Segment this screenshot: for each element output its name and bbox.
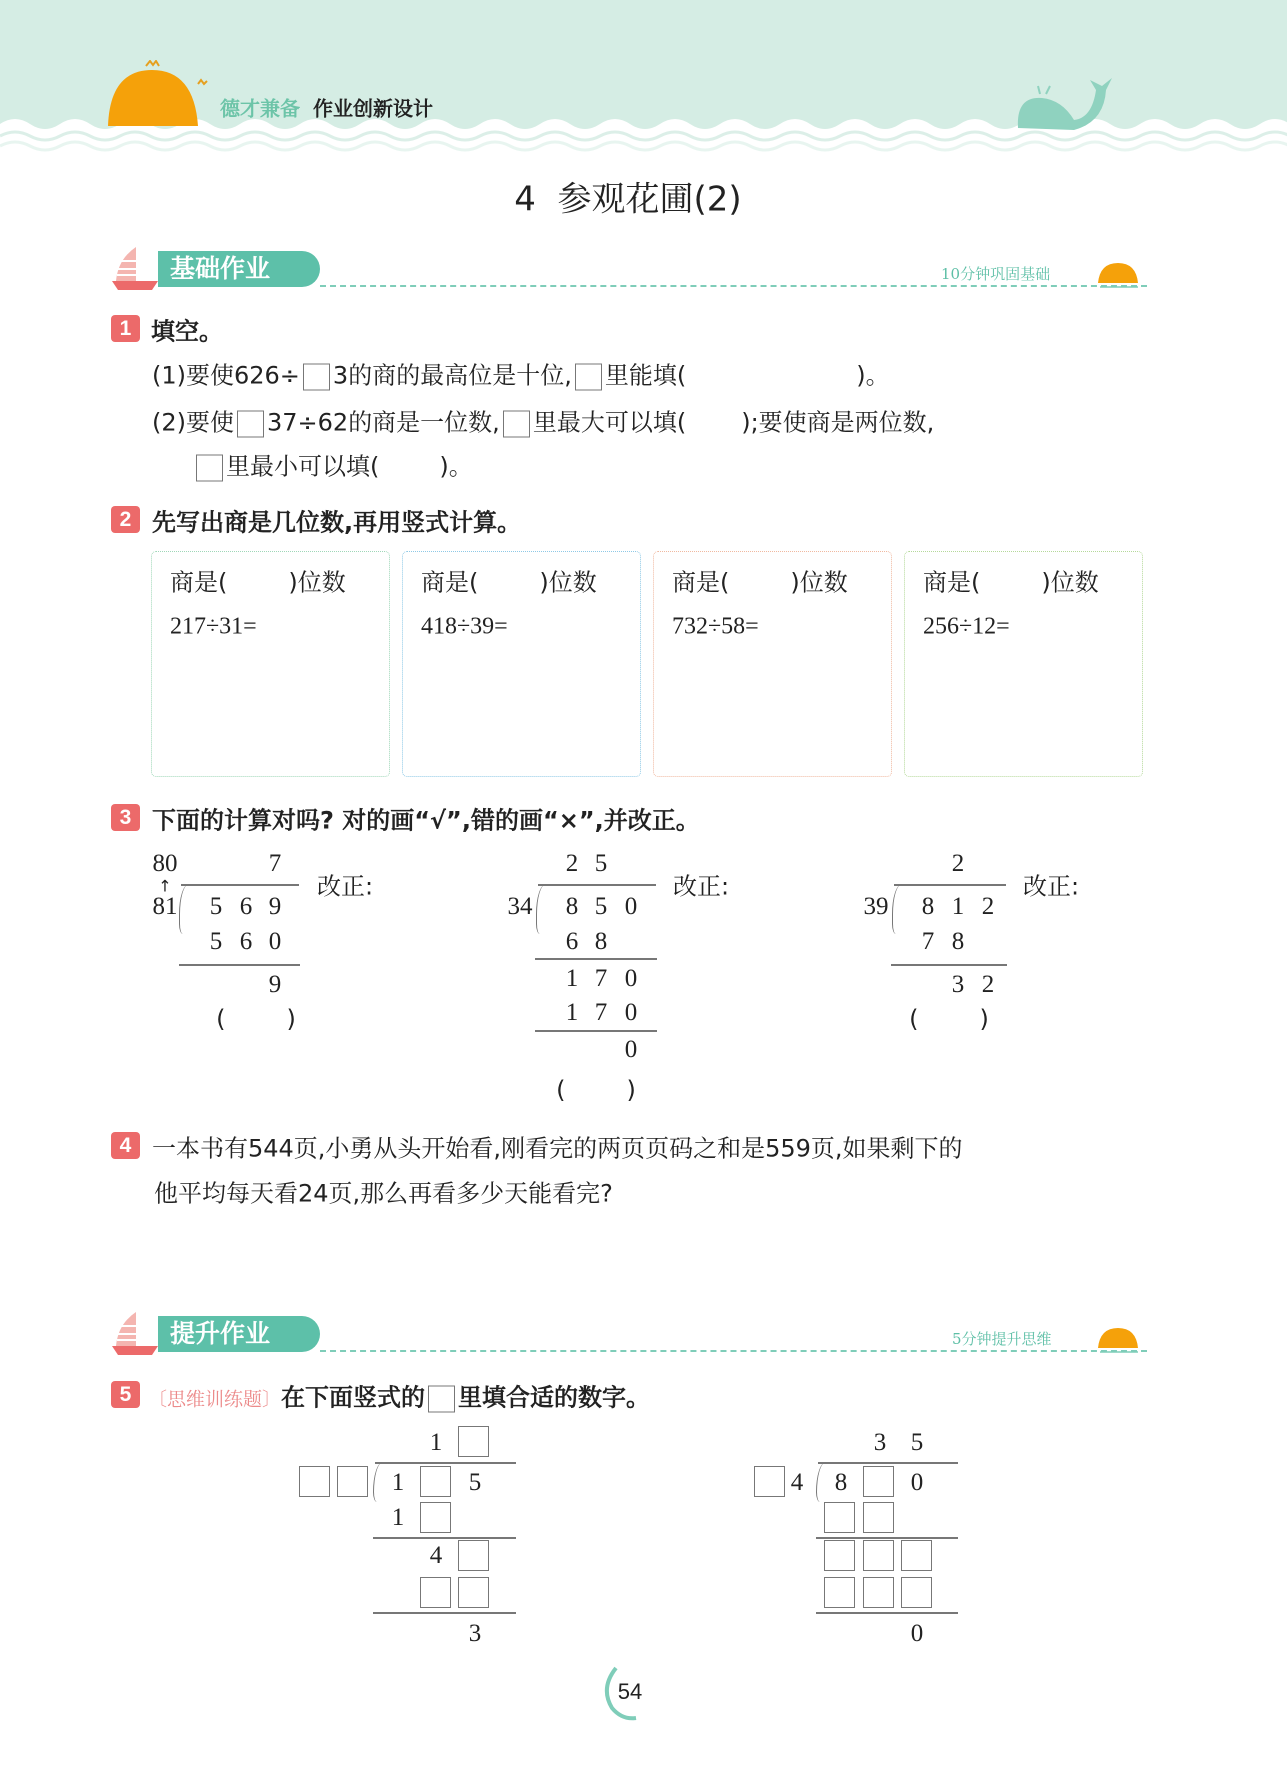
division-line xyxy=(373,1537,516,1539)
digit: 5 xyxy=(910,1429,924,1456)
sailboat-icon xyxy=(112,245,162,291)
quotient-digit: 2 xyxy=(951,850,965,877)
division-line xyxy=(894,884,1006,886)
text: 里最小可以填( xyxy=(226,452,380,481)
answer-box[interactable] xyxy=(420,1466,451,1497)
correction-label: 改正: xyxy=(1023,872,1080,901)
digit: 1 xyxy=(565,965,579,992)
digit: 8 xyxy=(921,893,935,920)
remainder: 9 xyxy=(268,971,282,998)
division-line xyxy=(818,1462,958,1464)
digit: 1 xyxy=(951,893,965,920)
correction-label: 改正: xyxy=(673,872,730,901)
answer-box[interactable] xyxy=(503,410,530,437)
answer-box[interactable] xyxy=(299,1466,330,1497)
digit: 8 xyxy=(594,928,608,955)
division-bracket xyxy=(179,884,189,934)
answer-box[interactable] xyxy=(863,1540,894,1571)
answer-box[interactable] xyxy=(754,1466,785,1497)
division-line xyxy=(816,1537,958,1539)
work-card[interactable] xyxy=(151,551,390,777)
quotient-digit: 2 xyxy=(565,850,579,877)
question-number: 1 xyxy=(111,315,140,342)
answer-box[interactable] xyxy=(196,454,223,481)
question-number: 4 xyxy=(111,1132,140,1159)
answer-paren[interactable]: ( ) xyxy=(556,1076,636,1104)
section-divider xyxy=(320,285,1147,287)
digit: 1 xyxy=(391,1469,405,1496)
digit: 3 xyxy=(873,1429,887,1456)
division-line xyxy=(181,884,299,886)
quotient-digit: 7 xyxy=(268,850,282,877)
answer-box[interactable] xyxy=(458,1577,489,1608)
answer-box[interactable] xyxy=(824,1577,855,1608)
digit: 4 xyxy=(790,1469,804,1496)
arrow-up-icon: ↑ xyxy=(158,876,172,896)
digit: 8 xyxy=(834,1469,848,1496)
text: );要使商是两位数, xyxy=(741,408,935,437)
division-line xyxy=(816,1612,958,1614)
section-advanced-header xyxy=(112,1314,1152,1354)
brand-dark: 作业创新设计 xyxy=(312,96,433,121)
question-title: 先写出商是几位数,再用竖式计算。 xyxy=(152,508,522,537)
section-time: 5分钟提升思维 xyxy=(952,1330,1052,1348)
answer-box[interactable] xyxy=(575,363,602,390)
digit: 8 xyxy=(951,928,965,955)
small-sun-icon xyxy=(1094,255,1144,291)
digit: 2 xyxy=(981,971,995,998)
work-card[interactable] xyxy=(904,551,1143,777)
remainder: 0 xyxy=(624,1036,638,1063)
q1-part2-cont xyxy=(193,447,473,482)
divisor: 81 xyxy=(152,893,178,920)
sun-logo-icon xyxy=(104,60,214,130)
digit: 9 xyxy=(268,893,282,920)
division-bracket xyxy=(536,884,546,934)
card-label: 商是( )位数 xyxy=(672,568,848,597)
answer-box[interactable] xyxy=(420,1502,451,1533)
digit: 8 xyxy=(565,893,579,920)
digit: 4 xyxy=(429,1542,443,1569)
division-bracket xyxy=(892,884,902,934)
digit: 0 xyxy=(624,965,638,992)
answer-box[interactable] xyxy=(863,1577,894,1608)
box-icon xyxy=(428,1385,455,1412)
answer-box[interactable] xyxy=(863,1502,894,1533)
division-bracket xyxy=(816,1462,826,1502)
division-line xyxy=(535,1030,657,1032)
text: 在下面竖式的 xyxy=(281,1383,426,1412)
digit: 5 xyxy=(468,1469,482,1496)
quotient-digit: 5 xyxy=(594,850,608,877)
answer-box[interactable] xyxy=(458,1426,489,1457)
digit: 7 xyxy=(921,928,935,955)
card-expression: 217÷31= xyxy=(170,613,257,640)
division-line xyxy=(535,958,657,960)
question-title: 填空。 xyxy=(151,317,223,346)
answer-box[interactable] xyxy=(420,1577,451,1608)
digit: 5 xyxy=(594,893,608,920)
division-line xyxy=(179,964,300,966)
digit: 5 xyxy=(209,928,223,955)
sailboat-icon xyxy=(112,1310,162,1356)
section-label: 提升作业 xyxy=(158,1316,320,1352)
section-basic-header xyxy=(112,249,1152,289)
work-card[interactable] xyxy=(653,551,892,777)
q4-line1: 一本书有544页,小勇从头开始看,刚看完的两页页码之和是559页,如果剩下的 xyxy=(152,1134,963,1163)
q1-part2 xyxy=(152,403,934,438)
digit: 0 xyxy=(624,999,638,1026)
card-label: 商是( )位数 xyxy=(170,568,346,597)
division-line xyxy=(891,964,1007,966)
answer-box[interactable] xyxy=(458,1540,489,1571)
division-line xyxy=(375,1462,516,1464)
digit: 0 xyxy=(910,1620,924,1647)
digit: 1 xyxy=(565,999,579,1026)
digit: 80 xyxy=(152,850,178,877)
digit: 1 xyxy=(391,1504,405,1531)
divisor: 39 xyxy=(863,893,889,920)
digit: 3 xyxy=(468,1620,482,1647)
card-expression: 732÷58= xyxy=(672,613,759,640)
digit: 2 xyxy=(981,893,995,920)
text: )。 xyxy=(856,361,890,390)
correction-label: 改正: xyxy=(317,872,374,901)
text: 里能填( xyxy=(604,361,687,390)
digit: 0 xyxy=(624,893,638,920)
question-number: 2 xyxy=(111,506,140,533)
digit: 1 xyxy=(429,1429,443,1456)
answer-box[interactable] xyxy=(824,1502,855,1533)
brand-green: 德才兼备 xyxy=(220,96,300,121)
answer-box[interactable] xyxy=(337,1466,368,1497)
digit: 6 xyxy=(239,928,253,955)
q1-part1 xyxy=(152,356,890,391)
question-number: 3 xyxy=(111,804,140,831)
answer-box[interactable] xyxy=(863,1466,894,1497)
text: (1)要使626÷ xyxy=(152,361,300,390)
q4-line2: 他平均每天看24页,那么再看多少天能看完? xyxy=(154,1179,613,1208)
answer-box[interactable] xyxy=(237,410,264,437)
text: )。 xyxy=(439,452,473,481)
page-number: 54 xyxy=(617,1679,643,1704)
brand-text xyxy=(220,93,433,122)
digit: 7 xyxy=(594,965,608,992)
answer-box[interactable] xyxy=(824,1540,855,1571)
card-label: 商是( )位数 xyxy=(923,568,1099,597)
text: 3的商的最高位是十位, xyxy=(332,361,572,390)
text: (2)要使 xyxy=(152,408,234,437)
section-label: 基础作业 xyxy=(158,251,320,287)
digit: 5 xyxy=(209,893,223,920)
digit: 6 xyxy=(239,893,253,920)
work-card[interactable] xyxy=(402,551,641,777)
answer-box[interactable] xyxy=(901,1540,932,1571)
text: 里填合适的数字。 xyxy=(458,1383,651,1412)
answer-paren[interactable]: ( ) xyxy=(909,1005,989,1033)
digit: 6 xyxy=(565,928,579,955)
text: 里最大可以填( xyxy=(532,408,687,437)
card-label: 商是( )位数 xyxy=(421,568,597,597)
division-line xyxy=(373,1612,516,1614)
page-title: 4 参观花圃(2) xyxy=(514,179,742,220)
answer-box[interactable] xyxy=(901,1577,932,1608)
answer-paren[interactable]: ( ) xyxy=(216,1005,296,1033)
digit: 3 xyxy=(951,971,965,998)
small-sun-icon xyxy=(1094,1320,1144,1356)
digit: 7 xyxy=(594,999,608,1026)
digit: 0 xyxy=(910,1469,924,1496)
division-bracket xyxy=(373,1462,383,1502)
whale-icon xyxy=(1012,76,1112,132)
question-tag: 〔思维训练题〕 xyxy=(148,1388,282,1411)
answer-box[interactable] xyxy=(303,363,330,390)
question-title xyxy=(148,1378,650,1413)
divisor: 34 xyxy=(507,893,533,920)
section-time: 10分钟巩固基础 xyxy=(941,265,1051,283)
digit: 0 xyxy=(268,928,282,955)
section-divider xyxy=(320,1350,1147,1352)
card-expression: 418÷39= xyxy=(421,613,508,640)
card-expression: 256÷12= xyxy=(923,613,1010,640)
question-number: 5 xyxy=(111,1381,140,1408)
question-title: 下面的计算对吗? 对的画“√”,错的画“×”,并改正。 xyxy=(152,806,700,835)
text: 37÷62的商是一位数, xyxy=(267,408,500,437)
division-line xyxy=(538,884,656,886)
